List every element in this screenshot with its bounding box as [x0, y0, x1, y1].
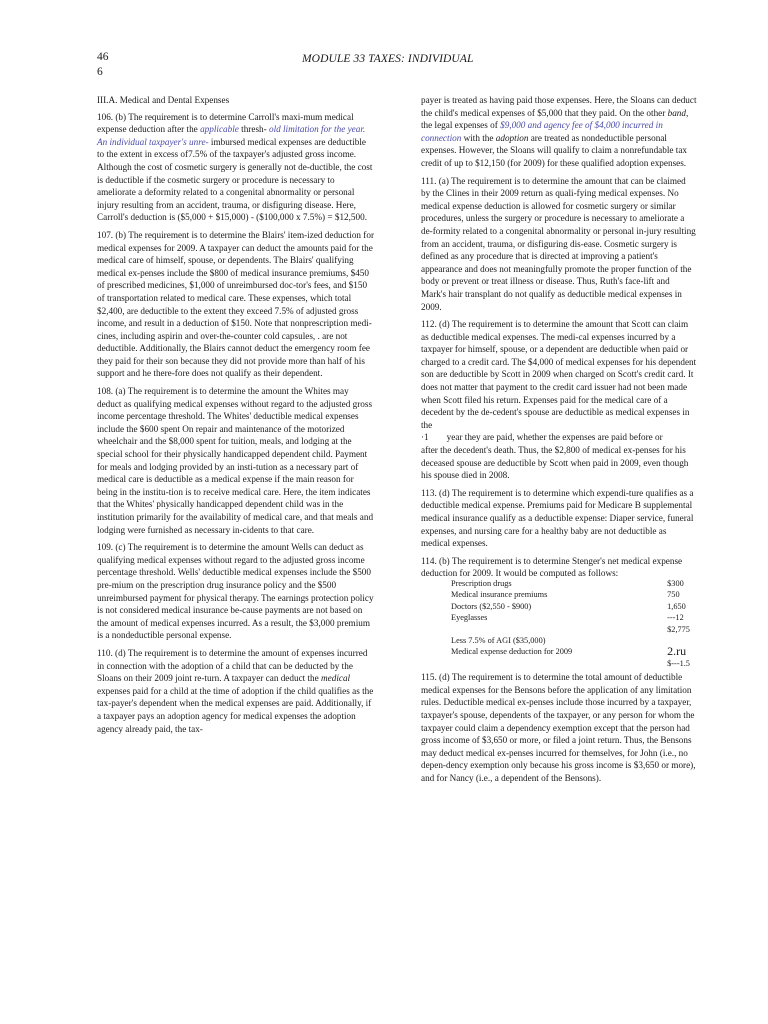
answer-110-text: 110. (d) The requirement is to determine the amount of expenses incurred in connection with the adoption of a child that can be deducted by the Sloans on their 2009 joint re-turn. A taxpayer can deduct the [97, 647, 368, 684]
page-number: 46 6 [97, 51, 109, 78]
row-amount: $2,775 [667, 624, 690, 634]
row-amount: 1,650 [667, 601, 686, 611]
answer-110-note: $9,000 and agency fee of $4,000 incurred in connection [421, 120, 663, 143]
answer-106-note: applicable [200, 124, 239, 135]
table-row [451, 589, 697, 600]
row-amount: $---1.5 [667, 658, 690, 668]
row-label: Medical expense deduction for 2009 [451, 647, 573, 657]
row-amount: ---12 [667, 613, 684, 623]
answer-114: 114. (b) The requirement is to determine Stenger's net medical expense deduction for 2009. It would be computed as follows: [421, 555, 683, 579]
table-row [451, 635, 697, 646]
right-column [421, 94, 697, 790]
answer-115: 115. (d) The requirement is to determine the total amount of deductible medical expenses for the Bensons before the application of any limitation rules. Deductible medical ex-penses include those incurred by a taxpayer, taxpayer's spouse, dependents of the taxpayer, or any person for whom the taxpayer could claim a dependency exemption except that the person had gross income of $3,650 or more, or filed a joint return. Thus, the Bensons may deduct medical ex-penses incurred for themselves, for John (i.e., no depen-dency exemption only because his gross income is $3,650 or more), and for Nancy (i.e., a dependent of the Bensons). [421, 672, 696, 783]
table-row [451, 646, 697, 657]
answer-110-text: payer is treated as having paid those expenses. Here, the Sloans can deduct the child's medical expenses of $5,000 that they paid. On the other [421, 95, 697, 118]
answer-110 [97, 647, 375, 735]
answer-112-text: after the decedent's death. Thus, the $2,800 of medical ex-penses for his deceased spouse are deductible by Scott when paid in 2009, even though his spouse died in 2008. [421, 445, 689, 481]
row-amount: 750 [667, 590, 680, 600]
answer-110-text: with the [461, 132, 496, 143]
module-title: MODULE 33 TAXES: INDIVIDUAL [302, 53, 474, 65]
row-label [451, 658, 667, 669]
answer-106-text: 106. (b) The requirement is to determine Carroll's maxi-mum medical expense deduction after the [97, 111, 354, 135]
answer-112-text: year they are paid, whether the expenses are paid before or [446, 432, 663, 443]
answer-106-text: imbursed medical expenses are deductible to the extent in excess of7.5% of the taxpayer's adjusted gross income. Although the cost of cosmetic surgery is generally not de-ductible, the cost is deductible if the cosmetic surgery or procedure is necessary to ameliorate a deformity related to a congenital abnormality or personal injury resulting from an accident, trauma, or disfiguring disease. Here, Carroll's deduction is ($5,000 + $15,000) - ($100,000 x 7.5%) = $12,500. [97, 136, 373, 223]
answer-111: 111. (a) The requirement is to determine the amount that can be claimed by the Clines in their 2009 return as quali-fying medical expenses. No medical expense deduction is allowed for cosmetic surgery or similar procedures, unless the surgery or procedure is necessary to ameliorate a de-formity related to a congenital abnormality or personal in-jury resulting from an accident, trauma, or disfiguring dis-ease. Cosmetic surgery is defined as any procedure that is directed at improving a patient's appearance and does not meaningfully promote the proper function of the body or prevent or treat illness or disease. Thus, Ruth's face-lift and Mark's hair transplant do not qualify as deductible medical expenses in 2009. [421, 175, 696, 312]
left-column [97, 94, 375, 740]
row-label: Doctors ($2,550 - $900) [451, 601, 532, 611]
answer-108: 108. (a) The requirement is to determine the amount the Whites may deduct as qualifying medical expenses without regard to the adjusted gross income percentage threshold. The Whites' deductible medical expenses include the $600 spent On repair and maintenance of the motorized wheelchair and the $8,000 spent for tuition, meals, and lodging at the special school for their physically handicapped dependent child. Payment for meals and lodging provided by an insti-tution as a necessary part of medical care is deductible as a medical expense if the main reason for being in the institu-tion is to receive medical care. Here, the item indicates that the Whites' physically handicapped dependent child was in the institution primarily for the availability of medical care, and that meals and lodging were furnished as necessary in-cidents to that care. [97, 386, 374, 535]
answer-110-text: expenses paid for a child at the time of adoption if the child qualifies as the tax-payer's dependent when the medical expenses are paid. Additionally, if a taxpayer pays an adoption agency for medical expenses the adoption agency already paid, the tax- [97, 685, 374, 734]
row-label: Prescription drugs [451, 578, 512, 588]
answer-113: 113. (d) The requirement is to determine which expendi-ture qualifies as a deductible medical expense. Premiums paid for Medicare B supplemental medical insurance qualify as a deductible expense: Diaper service, funeral expenses, and nursing care for a healthy baby are not deductible as medical expenses. [421, 487, 694, 549]
answer-112 [421, 318, 697, 482]
answer-112-text: 112. (d) The requirement is to determine the amount that Scott can claim as deductible medical expenses. The medi-cal expenses incurred by a taxpayer for himself, spouse, or a dependent are deductible when paid or charged to a credit card. The $4,000 of medical expenses for his dependent son are deductible by Scott in 2009 when charged on Scott's credit card. It does not matter that payment to the credit card issuer had not been made when Scott filed his return. Expenses paid for the medical care of a decedent by the de-cedent's spouse are deductible as medical expenses in the [421, 319, 697, 430]
answer-110-emphasis: medical [321, 673, 351, 684]
answer-107: 107. (b) The requirement is to determine the Blairs' item-ized deduction for medical expenses for 2009. A taxpayer can deduct the amounts paid for the medical care of himself, spouse, or dependents. The Blairs' qualifying medical ex-penses include the $800 of medical insurance premiums, $450 of prescribed medicines, $1,000 of unreimbursed doc-tor's fees, and $150 of transportation related to medical care. These expenses, which total $2,400, are deductible to the extent they exceed 7.5% of adjusted gross income, and result in a deduction of $150. Note that nonprescription medi-cines, including aspirin and over-the-counter cold capsules, . are not deductible. Additionally, the Blairs cannot deduct the emergency room fee they paid for their son because they did not provide more than half of his support and he there-fore does not qualify as their dependent. [97, 229, 375, 379]
row-label: Eyeglasses [451, 613, 488, 623]
answer-109: 109. (c) The requirement is to determine the amount Wells can deduct as qualifying medical expenses without regard to the adjusted gross income percentage threshold. Wells' deductible medical expenses include the $500 pre-mium on the prescription drug insurance policy and the $500 unreimbursed payment for physical therapy. The earnings protection policy is not considered medical insurance be-cause payments are not based on the amount of medical expenses incurred. As a result, the $3,000 premium is a nondeductible personal expense. [97, 542, 374, 641]
row-amount: $300 [667, 578, 684, 588]
row-label [451, 624, 667, 635]
row-amount: 2.ru [667, 644, 687, 659]
calculation-table [451, 578, 697, 669]
stray-mark: ·1 [421, 432, 429, 443]
section-heading: III.A. Medical and Dental Expenses [97, 95, 230, 105]
answer-110-text: are treated as nondeductible personal expenses. However, the Sloans will qualify to claim a nonrefundable tax credit of up to $12,150 (for 2009) for these qualified adoption expenses. [421, 132, 687, 168]
row-label: Less 7.5% of AGI ($35,000) [451, 636, 546, 645]
answer-110-emphasis: band, [667, 107, 689, 118]
answer-106-note: old limitation for the year. An individual taxpayer's unre- [97, 124, 366, 147]
answer-110-text: the legal expenses of [421, 120, 501, 131]
answer-110-continued [421, 94, 697, 170]
table-row [451, 601, 697, 612]
answer-106 [97, 111, 375, 224]
table-row [451, 612, 697, 623]
table-row [451, 624, 697, 635]
row-label: Medical insurance premiums [451, 590, 548, 600]
answer-110-emphasis: adoption [495, 132, 529, 143]
answer-106-text: thresh- [238, 124, 267, 135]
table-row [451, 658, 697, 669]
